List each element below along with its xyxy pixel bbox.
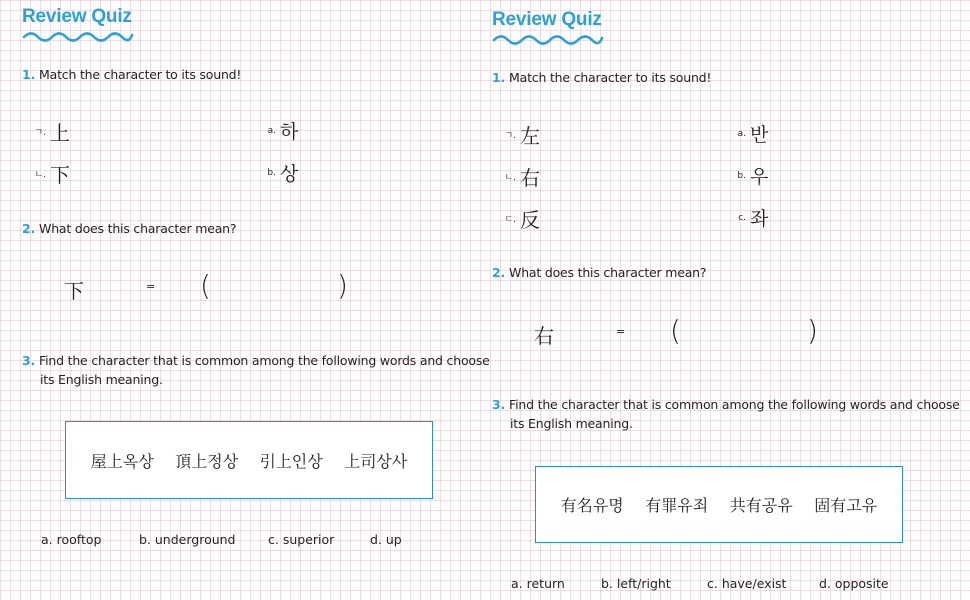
match-label: ㄷ. [504, 215, 516, 225]
match-item-left[interactable] [26, 117, 70, 146]
korean-sound: 우 [750, 166, 769, 188]
korean-sound: 반 [750, 124, 769, 146]
match-label: ㄱ. [504, 131, 516, 141]
question-number: 2. [22, 221, 36, 236]
question-number: 3. [22, 353, 36, 368]
korean-sound: 하 [280, 121, 299, 143]
question-number: 3. [492, 397, 506, 412]
equals-sign: = [146, 280, 156, 293]
meaning-equation [470, 314, 970, 350]
word-item: 頂上정상 [175, 451, 239, 471]
question-2 [492, 263, 706, 282]
answer-blank[interactable] [215, 275, 335, 301]
match-item-right[interactable] [256, 117, 298, 144]
word-item: 固有고유 [814, 496, 878, 515]
hanja-char: 右 [520, 166, 540, 190]
question-3 [22, 351, 492, 389]
option-item[interactable]: a. return [511, 576, 565, 591]
close-paren: ) [337, 269, 348, 302]
option-item[interactable]: d. opposite [819, 576, 889, 591]
match-label: a. [737, 128, 746, 139]
answer-options [0, 532, 480, 550]
match-label: c. [738, 212, 746, 223]
question-number: 1. [492, 70, 506, 85]
hanja-char: 下 [50, 163, 70, 187]
question-number: 2. [492, 265, 506, 280]
close-paren: ) [807, 314, 818, 347]
question-2 [22, 219, 236, 238]
question-text: Match the character to its sound! [509, 70, 712, 85]
korean-sound: 좌 [750, 208, 769, 230]
wave-decoration [492, 32, 604, 46]
hanja-char: 右 [534, 324, 554, 348]
page-title: Review Quiz [492, 9, 602, 30]
word-item: 屋上옥상 [90, 451, 154, 471]
option-item[interactable]: b. underground [139, 532, 236, 547]
open-paren: ( [670, 314, 681, 347]
word-box [535, 466, 903, 543]
option-item[interactable]: d. up [370, 532, 402, 547]
word-item: 上司상사 [344, 451, 408, 471]
equals-sign: = [616, 325, 626, 338]
match-item-right[interactable] [726, 162, 768, 189]
word-item: 引上인상 [259, 451, 323, 471]
match-label: b. [267, 167, 276, 178]
korean-sound: 상 [280, 163, 299, 185]
match-label: ㄱ. [34, 128, 46, 138]
match-label: ㄴ. [504, 173, 516, 183]
match-label: a. [267, 125, 276, 136]
word-item: 共有공유 [729, 496, 793, 515]
match-item-left[interactable] [496, 204, 540, 233]
open-paren: ( [200, 269, 211, 302]
wave-decoration [22, 29, 134, 43]
quiz-page-right [470, 0, 970, 600]
question-text: What does this character mean? [509, 265, 707, 280]
option-item[interactable]: b. left/right [601, 576, 671, 591]
match-item-left[interactable] [496, 120, 540, 149]
option-item[interactable]: a. rooftop [41, 532, 102, 547]
word-box [65, 421, 433, 499]
match-item-right[interactable] [726, 120, 768, 147]
answer-options [470, 576, 970, 594]
hanja-char: 反 [520, 208, 540, 232]
question-3 [492, 395, 962, 433]
page-title: Review Quiz [22, 6, 132, 27]
option-item[interactable]: c. superior [268, 532, 335, 547]
hanja-char: 上 [50, 121, 70, 145]
match-label: ㄴ. [34, 170, 46, 180]
question-number: 1. [22, 67, 36, 82]
match-item-left[interactable] [26, 159, 70, 188]
match-item-left[interactable] [496, 162, 540, 191]
match-label: b. [737, 170, 746, 181]
word-item: 有罪유죄 [645, 496, 709, 515]
answer-blank[interactable] [685, 320, 805, 346]
question-text: Find the character that is common among the following words and choose its English meaning. [39, 353, 490, 387]
hanja-char: 左 [520, 124, 540, 148]
option-item[interactable]: c. have/exist [707, 576, 787, 591]
question-text: What does this character mean? [39, 221, 237, 236]
match-item-right[interactable] [256, 159, 298, 186]
meaning-equation [0, 269, 480, 305]
question-1 [22, 65, 241, 84]
word-item: 有名유명 [560, 496, 624, 515]
question-1 [492, 68, 711, 87]
match-item-right[interactable] [726, 204, 768, 231]
question-text: Find the character that is common among the following words and choose its English meaning. [509, 397, 960, 431]
hanja-char: 下 [64, 279, 84, 303]
question-text: Match the character to its sound! [39, 67, 242, 82]
